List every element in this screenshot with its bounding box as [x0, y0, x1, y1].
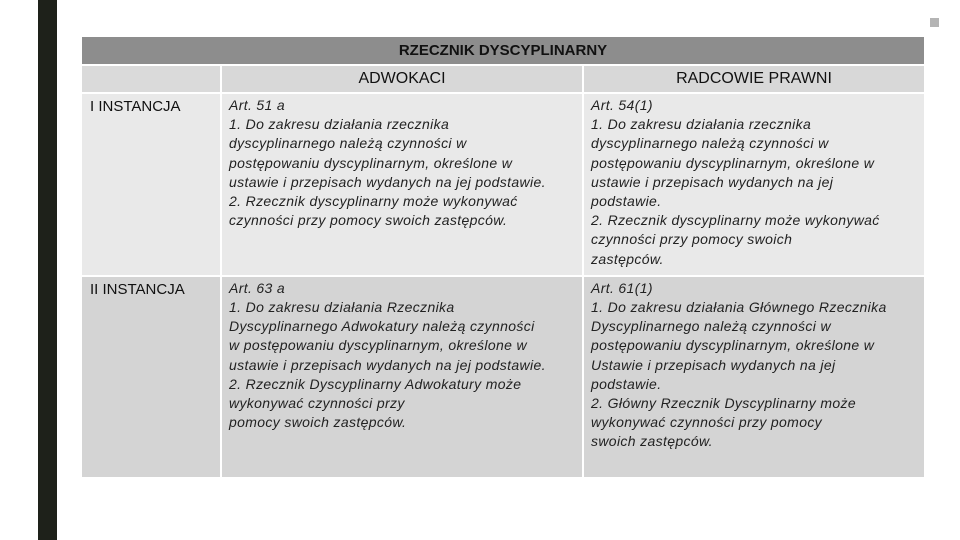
cell-line: 1. Do zakresu działania Głównego Rzecznika: [591, 299, 887, 316]
disciplinary-table: [80, 35, 926, 479]
cell-line: dyscyplinarnego należą czynności w: [229, 135, 467, 152]
cell-line: swoich zastępców.: [591, 433, 713, 450]
cell-line: czynności przy pomocy swoich: [591, 231, 793, 248]
row-label-ii-instancja: II INSTANCJA: [82, 277, 220, 477]
cell-line: dyscyplinarnego należą czynności w: [591, 135, 829, 152]
cell-line: Art. 61(1): [591, 279, 653, 296]
left-decorative-bar: [38, 0, 57, 540]
cell-line: 2. Rzecznik dyscyplinarny może wykonywać: [229, 193, 518, 210]
cell-line: ustawie i przepisach wydanych na jej podstawie.: [229, 173, 546, 190]
corner-square-icon: [930, 18, 939, 27]
cell-line: czynności przy pomocy swoich zastępców.: [229, 212, 508, 229]
cell-line: 2. Rzecznik Dyscyplinarny Adwokatury może: [229, 375, 522, 392]
cell-line: 1. Do zakresu działania Rzecznika: [229, 299, 455, 316]
cell-line: 1. Do zakresu działania rzecznika: [591, 116, 812, 133]
cell-radcowie-i-instancja: [584, 94, 924, 275]
cell-radcowie-ii-instancja: [584, 277, 924, 477]
cell-line: Art. 63 a: [229, 279, 286, 296]
cell-line: 2. Rzecznik dyscyplinarny może wykonywać: [591, 212, 880, 229]
cell-adwokaci-i-instancja: [222, 94, 582, 275]
cell-line: postępowaniu dyscyplinarnym, określone w: [591, 337, 875, 354]
table-row: [82, 277, 924, 477]
cell-line: podstawie.: [591, 375, 662, 392]
cell-line: Dyscyplinarnego należą czynności w: [591, 318, 831, 335]
cell-line: w postępowaniu dyscyplinarnym, określone w: [229, 337, 527, 354]
cell-line: Dyscyplinarnego Adwokatury należą czynności: [229, 318, 535, 335]
cell-line: Art. 54(1): [591, 97, 653, 113]
cell-line: zastępców.: [591, 250, 664, 267]
cell-line: wykonywać czynności przy pomocy: [591, 414, 823, 431]
cell-line: ustawie i przepisach wydanych na jej: [591, 173, 834, 190]
header-empty-cell: [82, 66, 220, 92]
cell-line: postępowaniu dyscyplinarnym, określone w: [591, 154, 875, 171]
cell-line: 1. Do zakresu działania rzecznika: [229, 116, 450, 133]
cell-line: Art. 51 a: [229, 97, 286, 113]
cell-line: postępowaniu dyscyplinarnym, określone w: [229, 154, 513, 171]
table-title: RZECZNIK DYSCYPLINARNY: [82, 37, 924, 64]
cell-line: ustawie i przepisach wydanych na jej podstawie.: [229, 356, 546, 373]
row-label-i-instancja: I INSTANCJA: [82, 94, 220, 275]
header-adwokaci: ADWOKACI: [222, 66, 582, 92]
cell-line: pomocy swoich zastępców.: [229, 414, 407, 431]
header-radcowie-prawni: RADCOWIE PRAWNI: [584, 66, 924, 92]
cell-line: podstawie.: [591, 193, 662, 210]
cell-adwokaci-ii-instancja: [222, 277, 582, 477]
cell-line: wykonywać czynności przy: [229, 395, 405, 412]
cell-line: 2. Główny Rzecznik Dyscyplinarny może: [591, 395, 857, 412]
cell-line: Ustawie i przepisach wydanych na jej: [591, 356, 836, 373]
table-row: [82, 94, 924, 275]
